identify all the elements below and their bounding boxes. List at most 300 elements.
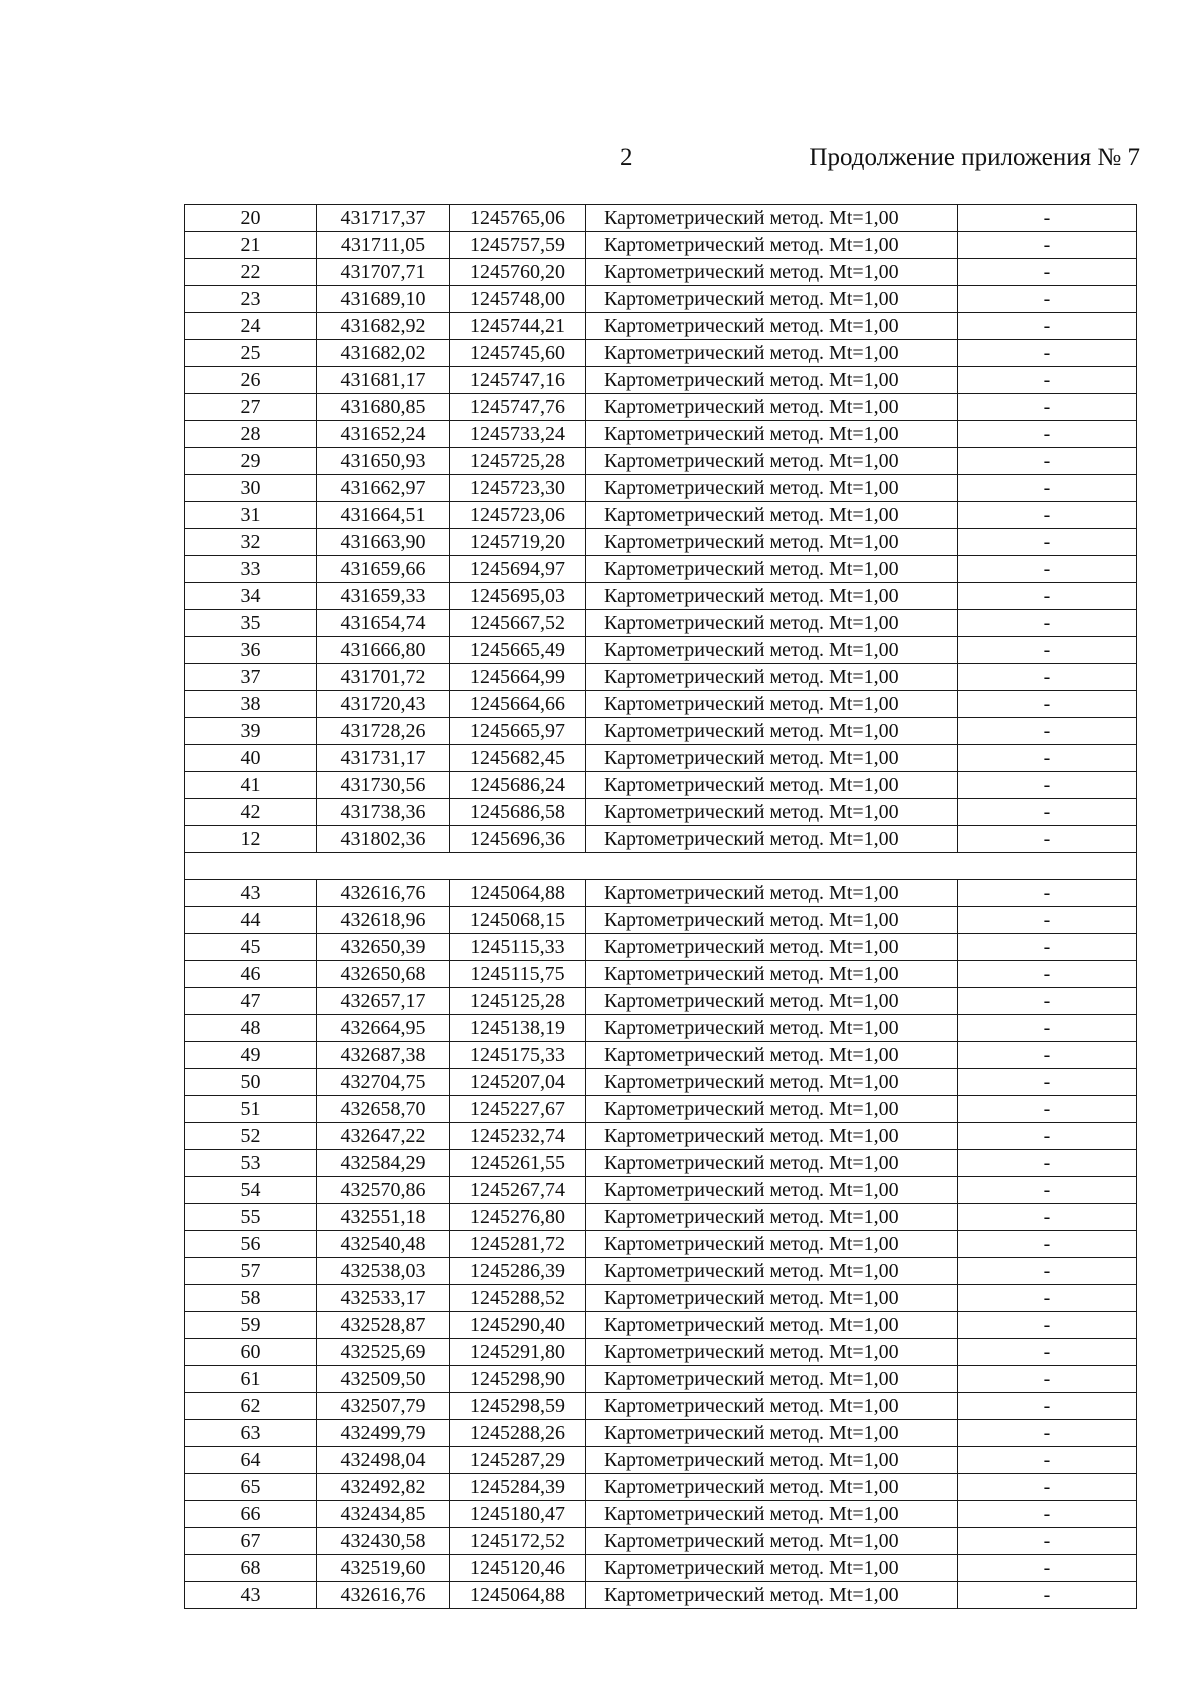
point-number-cell: 60 — [185, 1339, 317, 1366]
note-cell: - — [958, 907, 1137, 934]
method-cell: Картометрический метод. Mt=1,00 — [586, 313, 958, 340]
y-coordinate-cell: 1245719,20 — [450, 529, 586, 556]
note-cell: - — [958, 475, 1137, 502]
point-number-cell: 22 — [185, 259, 317, 286]
note-cell: - — [958, 286, 1137, 313]
x-coordinate-cell: 432650,39 — [317, 934, 450, 961]
note-cell: - — [958, 556, 1137, 583]
y-coordinate-cell: 1245064,88 — [450, 880, 586, 907]
point-number-cell: 54 — [185, 1177, 317, 1204]
note-cell: - — [958, 313, 1137, 340]
point-number-cell: 43 — [185, 1582, 317, 1609]
y-coordinate-cell: 1245747,76 — [450, 394, 586, 421]
table-row — [185, 637, 1137, 664]
y-coordinate-cell: 1245723,06 — [450, 502, 586, 529]
method-cell: Картометрический метод. Mt=1,00 — [586, 394, 958, 421]
method-cell: Картометрический метод. Mt=1,00 — [586, 232, 958, 259]
method-cell: Картометрический метод. Mt=1,00 — [586, 1312, 958, 1339]
x-coordinate-cell: 431680,85 — [317, 394, 450, 421]
method-cell: Картометрический метод. Mt=1,00 — [586, 1582, 958, 1609]
y-coordinate-cell: 1245757,59 — [450, 232, 586, 259]
note-cell: - — [958, 259, 1137, 286]
x-coordinate-cell: 432618,96 — [317, 907, 450, 934]
table-row — [185, 313, 1137, 340]
method-cell: Картометрический метод. Mt=1,00 — [586, 421, 958, 448]
point-number-cell: 64 — [185, 1447, 317, 1474]
x-coordinate-cell: 432570,86 — [317, 1177, 450, 1204]
note-cell: - — [958, 718, 1137, 745]
x-coordinate-cell: 432430,58 — [317, 1528, 450, 1555]
note-cell: - — [958, 772, 1137, 799]
note-cell: - — [958, 340, 1137, 367]
table-row — [185, 1258, 1137, 1285]
coordinates-table — [184, 204, 1137, 1609]
note-cell: - — [958, 1204, 1137, 1231]
table-row — [185, 502, 1137, 529]
x-coordinate-cell: 432540,48 — [317, 1231, 450, 1258]
x-coordinate-cell: 431720,43 — [317, 691, 450, 718]
point-number-cell: 37 — [185, 664, 317, 691]
y-coordinate-cell: 1245115,75 — [450, 961, 586, 988]
table-row — [185, 718, 1137, 745]
note-cell: - — [958, 1501, 1137, 1528]
y-coordinate-cell: 1245723,30 — [450, 475, 586, 502]
y-coordinate-cell: 1245664,66 — [450, 691, 586, 718]
y-coordinate-cell: 1245765,06 — [450, 205, 586, 232]
x-coordinate-cell: 431659,33 — [317, 583, 450, 610]
x-coordinate-cell: 431728,26 — [317, 718, 450, 745]
note-cell: - — [958, 1150, 1137, 1177]
point-number-cell: 27 — [185, 394, 317, 421]
table-row — [185, 205, 1137, 232]
y-coordinate-cell: 1245267,74 — [450, 1177, 586, 1204]
method-cell: Картометрический метод. Mt=1,00 — [586, 259, 958, 286]
method-cell: Картометрический метод. Mt=1,00 — [586, 1420, 958, 1447]
table-row — [185, 394, 1137, 421]
note-cell: - — [958, 988, 1137, 1015]
method-cell: Картометрический метод. Mt=1,00 — [586, 988, 958, 1015]
x-coordinate-cell: 431738,36 — [317, 799, 450, 826]
y-coordinate-cell: 1245745,60 — [450, 340, 586, 367]
y-coordinate-cell: 1245207,04 — [450, 1069, 586, 1096]
y-coordinate-cell: 1245665,97 — [450, 718, 586, 745]
point-number-cell: 43 — [185, 880, 317, 907]
point-number-cell: 53 — [185, 1150, 317, 1177]
point-number-cell: 59 — [185, 1312, 317, 1339]
method-cell: Картометрический метод. Mt=1,00 — [586, 1069, 958, 1096]
note-cell: - — [958, 1339, 1137, 1366]
x-coordinate-cell: 432509,50 — [317, 1366, 450, 1393]
table-row — [185, 934, 1137, 961]
note-cell: - — [958, 1447, 1137, 1474]
note-cell: - — [958, 880, 1137, 907]
x-coordinate-cell: 432499,79 — [317, 1420, 450, 1447]
point-number-cell: 57 — [185, 1258, 317, 1285]
method-cell: Картометрический метод. Mt=1,00 — [586, 1042, 958, 1069]
table-row — [185, 799, 1137, 826]
y-coordinate-cell: 1245695,03 — [450, 583, 586, 610]
method-cell: Картометрический метод. Mt=1,00 — [586, 934, 958, 961]
table-row — [185, 1042, 1137, 1069]
x-coordinate-cell: 431701,72 — [317, 664, 450, 691]
table-row — [185, 1474, 1137, 1501]
note-cell: - — [958, 1420, 1137, 1447]
method-cell: Картометрический метод. Mt=1,00 — [586, 1339, 958, 1366]
x-coordinate-cell: 432647,22 — [317, 1123, 450, 1150]
point-number-cell: 28 — [185, 421, 317, 448]
method-cell: Картометрический метод. Mt=1,00 — [586, 907, 958, 934]
x-coordinate-cell: 431662,97 — [317, 475, 450, 502]
y-coordinate-cell: 1245725,28 — [450, 448, 586, 475]
note-cell: - — [958, 1285, 1137, 1312]
contour-separator-row — [185, 853, 1137, 880]
note-cell: - — [958, 961, 1137, 988]
y-coordinate-cell: 1245288,52 — [450, 1285, 586, 1312]
table-row — [185, 1366, 1137, 1393]
table-row — [185, 1015, 1137, 1042]
table-row — [185, 1555, 1137, 1582]
y-coordinate-cell: 1245696,36 — [450, 826, 586, 853]
x-coordinate-cell: 432657,17 — [317, 988, 450, 1015]
method-cell: Картометрический метод. Mt=1,00 — [586, 799, 958, 826]
x-coordinate-cell: 431663,90 — [317, 529, 450, 556]
y-coordinate-cell: 1245694,97 — [450, 556, 586, 583]
table-row — [185, 772, 1137, 799]
point-number-cell: 21 — [185, 232, 317, 259]
y-coordinate-cell: 1245064,88 — [450, 1582, 586, 1609]
note-cell: - — [958, 367, 1137, 394]
method-cell: Картометрический метод. Mt=1,00 — [586, 1474, 958, 1501]
y-coordinate-cell: 1245747,16 — [450, 367, 586, 394]
table-row — [185, 826, 1137, 853]
point-number-cell: 29 — [185, 448, 317, 475]
point-number-cell: 68 — [185, 1555, 317, 1582]
x-coordinate-cell: 431711,05 — [317, 232, 450, 259]
y-coordinate-cell: 1245115,33 — [450, 934, 586, 961]
note-cell: - — [958, 232, 1137, 259]
table-row — [185, 1501, 1137, 1528]
note-cell: - — [958, 637, 1137, 664]
method-cell: Картометрический метод. Mt=1,00 — [586, 826, 958, 853]
point-number-cell: 38 — [185, 691, 317, 718]
point-number-cell: 46 — [185, 961, 317, 988]
x-coordinate-cell: 432551,18 — [317, 1204, 450, 1231]
table-row — [185, 1447, 1137, 1474]
point-number-cell: 52 — [185, 1123, 317, 1150]
y-coordinate-cell: 1245175,33 — [450, 1042, 586, 1069]
method-cell: Картометрический метод. Mt=1,00 — [586, 1366, 958, 1393]
table-row — [185, 475, 1137, 502]
y-coordinate-cell: 1245298,59 — [450, 1393, 586, 1420]
x-coordinate-cell: 432525,69 — [317, 1339, 450, 1366]
x-coordinate-cell: 432498,04 — [317, 1447, 450, 1474]
method-cell: Картометрический метод. Mt=1,00 — [586, 664, 958, 691]
point-number-cell: 30 — [185, 475, 317, 502]
table-row — [185, 1231, 1137, 1258]
note-cell: - — [958, 421, 1137, 448]
method-cell: Картометрический метод. Mt=1,00 — [586, 1258, 958, 1285]
table-row — [185, 1150, 1137, 1177]
note-cell: - — [958, 1177, 1137, 1204]
table-row — [185, 1528, 1137, 1555]
x-coordinate-cell: 431652,24 — [317, 421, 450, 448]
x-coordinate-cell: 431689,10 — [317, 286, 450, 313]
y-coordinate-cell: 1245138,19 — [450, 1015, 586, 1042]
method-cell: Картометрический метод. Mt=1,00 — [586, 1501, 958, 1528]
point-number-cell: 49 — [185, 1042, 317, 1069]
y-coordinate-cell: 1245284,39 — [450, 1474, 586, 1501]
method-cell: Картометрический метод. Mt=1,00 — [586, 1555, 958, 1582]
point-number-cell: 36 — [185, 637, 317, 664]
table-row — [185, 1177, 1137, 1204]
point-number-cell: 12 — [185, 826, 317, 853]
x-coordinate-cell: 431664,51 — [317, 502, 450, 529]
y-coordinate-cell: 1245760,20 — [450, 259, 586, 286]
note-cell: - — [958, 448, 1137, 475]
y-coordinate-cell: 1245291,80 — [450, 1339, 586, 1366]
point-number-cell: 50 — [185, 1069, 317, 1096]
point-number-cell: 45 — [185, 934, 317, 961]
page-caption: Продолжение приложения № 7 — [809, 144, 1140, 171]
point-number-cell: 40 — [185, 745, 317, 772]
point-number-cell: 56 — [185, 1231, 317, 1258]
y-coordinate-cell: 1245120,46 — [450, 1555, 586, 1582]
table-row — [185, 286, 1137, 313]
note-cell: - — [958, 1015, 1137, 1042]
x-coordinate-cell: 432664,95 — [317, 1015, 450, 1042]
note-cell: - — [958, 1474, 1137, 1501]
y-coordinate-cell: 1245276,80 — [450, 1204, 586, 1231]
method-cell: Картометрический метод. Mt=1,00 — [586, 556, 958, 583]
note-cell: - — [958, 799, 1137, 826]
x-coordinate-cell: 431731,17 — [317, 745, 450, 772]
x-coordinate-cell: 432658,70 — [317, 1096, 450, 1123]
point-number-cell: 33 — [185, 556, 317, 583]
method-cell: Картометрический метод. Mt=1,00 — [586, 1150, 958, 1177]
x-coordinate-cell: 432687,38 — [317, 1042, 450, 1069]
table-row — [185, 1393, 1137, 1420]
x-coordinate-cell: 432519,60 — [317, 1555, 450, 1582]
x-coordinate-cell: 432616,76 — [317, 1582, 450, 1609]
x-coordinate-cell: 432492,82 — [317, 1474, 450, 1501]
x-coordinate-cell: 431730,56 — [317, 772, 450, 799]
point-number-cell: 23 — [185, 286, 317, 313]
note-cell: - — [958, 1528, 1137, 1555]
note-cell: - — [958, 1555, 1137, 1582]
y-coordinate-cell: 1245664,99 — [450, 664, 586, 691]
y-coordinate-cell: 1245287,29 — [450, 1447, 586, 1474]
x-coordinate-cell: 431682,92 — [317, 313, 450, 340]
method-cell: Картометрический метод. Mt=1,00 — [586, 1015, 958, 1042]
contour-separator-cell — [185, 853, 1137, 880]
note-cell: - — [958, 691, 1137, 718]
table-row — [185, 1312, 1137, 1339]
point-number-cell: 42 — [185, 799, 317, 826]
table-row — [185, 1339, 1137, 1366]
page-number: 2 — [620, 144, 633, 171]
y-coordinate-cell: 1245686,24 — [450, 772, 586, 799]
point-number-cell: 62 — [185, 1393, 317, 1420]
x-coordinate-cell: 432616,76 — [317, 880, 450, 907]
method-cell: Картометрический метод. Mt=1,00 — [586, 1123, 958, 1150]
method-cell: Картометрический метод. Mt=1,00 — [586, 1231, 958, 1258]
point-number-cell: 55 — [185, 1204, 317, 1231]
table-row — [185, 1582, 1137, 1609]
table-row — [185, 583, 1137, 610]
y-coordinate-cell: 1245744,21 — [450, 313, 586, 340]
point-number-cell: 41 — [185, 772, 317, 799]
x-coordinate-cell: 431682,02 — [317, 340, 450, 367]
x-coordinate-cell: 431707,71 — [317, 259, 450, 286]
point-number-cell: 32 — [185, 529, 317, 556]
method-cell: Картометрический метод. Mt=1,00 — [586, 1204, 958, 1231]
table-row — [185, 529, 1137, 556]
method-cell: Картометрический метод. Mt=1,00 — [586, 1096, 958, 1123]
method-cell: Картометрический метод. Mt=1,00 — [586, 286, 958, 313]
point-number-cell: 61 — [185, 1366, 317, 1393]
point-number-cell: 24 — [185, 313, 317, 340]
table-row — [185, 610, 1137, 637]
method-cell: Картометрический метод. Mt=1,00 — [586, 718, 958, 745]
method-cell: Картометрический метод. Mt=1,00 — [586, 1285, 958, 1312]
point-number-cell: 51 — [185, 1096, 317, 1123]
method-cell: Картометрический метод. Mt=1,00 — [586, 772, 958, 799]
table-row — [185, 421, 1137, 448]
x-coordinate-cell: 431650,93 — [317, 448, 450, 475]
point-number-cell: 31 — [185, 502, 317, 529]
y-coordinate-cell: 1245298,90 — [450, 1366, 586, 1393]
table-row — [185, 259, 1137, 286]
note-cell: - — [958, 1042, 1137, 1069]
x-coordinate-cell: 432704,75 — [317, 1069, 450, 1096]
y-coordinate-cell: 1245682,45 — [450, 745, 586, 772]
note-cell: - — [958, 826, 1137, 853]
y-coordinate-cell: 1245286,39 — [450, 1258, 586, 1285]
note-cell: - — [958, 1231, 1137, 1258]
table-row — [185, 988, 1137, 1015]
note-cell: - — [958, 1069, 1137, 1096]
x-coordinate-cell: 432538,03 — [317, 1258, 450, 1285]
method-cell: Картометрический метод. Mt=1,00 — [586, 367, 958, 394]
coordinates-table-body — [185, 205, 1137, 1609]
note-cell: - — [958, 502, 1137, 529]
method-cell: Картометрический метод. Mt=1,00 — [586, 475, 958, 502]
table-row — [185, 448, 1137, 475]
point-number-cell: 67 — [185, 1528, 317, 1555]
method-cell: Картометрический метод. Mt=1,00 — [586, 1393, 958, 1420]
point-number-cell: 20 — [185, 205, 317, 232]
point-number-cell: 63 — [185, 1420, 317, 1447]
method-cell: Картометрический метод. Mt=1,00 — [586, 637, 958, 664]
x-coordinate-cell: 432528,87 — [317, 1312, 450, 1339]
method-cell: Картометрический метод. Mt=1,00 — [586, 583, 958, 610]
y-coordinate-cell: 1245733,24 — [450, 421, 586, 448]
note-cell: - — [958, 1123, 1137, 1150]
point-number-cell: 66 — [185, 1501, 317, 1528]
x-coordinate-cell: 431681,17 — [317, 367, 450, 394]
y-coordinate-cell: 1245232,74 — [450, 1123, 586, 1150]
y-coordinate-cell: 1245172,52 — [450, 1528, 586, 1555]
y-coordinate-cell: 1245288,26 — [450, 1420, 586, 1447]
point-number-cell: 35 — [185, 610, 317, 637]
point-number-cell: 44 — [185, 907, 317, 934]
note-cell: - — [958, 529, 1137, 556]
note-cell: - — [958, 1582, 1137, 1609]
method-cell: Картометрический метод. Mt=1,00 — [586, 880, 958, 907]
x-coordinate-cell: 431666,80 — [317, 637, 450, 664]
note-cell: - — [958, 1096, 1137, 1123]
x-coordinate-cell: 431717,37 — [317, 205, 450, 232]
y-coordinate-cell: 1245686,58 — [450, 799, 586, 826]
note-cell: - — [958, 394, 1137, 421]
table-row — [185, 1096, 1137, 1123]
note-cell: - — [958, 745, 1137, 772]
y-coordinate-cell: 1245290,40 — [450, 1312, 586, 1339]
x-coordinate-cell: 431802,36 — [317, 826, 450, 853]
note-cell: - — [958, 583, 1137, 610]
y-coordinate-cell: 1245068,15 — [450, 907, 586, 934]
note-cell: - — [958, 1312, 1137, 1339]
table-row — [185, 691, 1137, 718]
table-row — [185, 232, 1137, 259]
y-coordinate-cell: 1245261,55 — [450, 1150, 586, 1177]
x-coordinate-cell: 432650,68 — [317, 961, 450, 988]
x-coordinate-cell: 432533,17 — [317, 1285, 450, 1312]
method-cell: Картометрический метод. Mt=1,00 — [586, 961, 958, 988]
point-number-cell: 48 — [185, 1015, 317, 1042]
table-row — [185, 1069, 1137, 1096]
x-coordinate-cell: 432434,85 — [317, 1501, 450, 1528]
method-cell: Картометрический метод. Mt=1,00 — [586, 502, 958, 529]
note-cell: - — [958, 664, 1137, 691]
note-cell: - — [958, 1258, 1137, 1285]
y-coordinate-cell: 1245667,52 — [450, 610, 586, 637]
table-row — [185, 340, 1137, 367]
note-cell: - — [958, 1366, 1137, 1393]
note-cell: - — [958, 1393, 1137, 1420]
method-cell: Картометрический метод. Mt=1,00 — [586, 1177, 958, 1204]
y-coordinate-cell: 1245665,49 — [450, 637, 586, 664]
table-row — [185, 961, 1137, 988]
table-row — [185, 556, 1137, 583]
method-cell: Картометрический метод. Mt=1,00 — [586, 1447, 958, 1474]
y-coordinate-cell: 1245281,72 — [450, 1231, 586, 1258]
note-cell: - — [958, 610, 1137, 637]
method-cell: Картометрический метод. Mt=1,00 — [586, 610, 958, 637]
point-number-cell: 25 — [185, 340, 317, 367]
point-number-cell: 47 — [185, 988, 317, 1015]
method-cell: Картометрический метод. Mt=1,00 — [586, 529, 958, 556]
table-row — [185, 664, 1137, 691]
x-coordinate-cell: 431659,66 — [317, 556, 450, 583]
table-row — [185, 367, 1137, 394]
table-row — [185, 1123, 1137, 1150]
method-cell: Картометрический метод. Mt=1,00 — [586, 448, 958, 475]
note-cell: - — [958, 205, 1137, 232]
point-number-cell: 26 — [185, 367, 317, 394]
y-coordinate-cell: 1245180,47 — [450, 1501, 586, 1528]
table-row — [185, 907, 1137, 934]
x-coordinate-cell: 432507,79 — [317, 1393, 450, 1420]
point-number-cell: 39 — [185, 718, 317, 745]
method-cell: Картометрический метод. Mt=1,00 — [586, 205, 958, 232]
point-number-cell: 34 — [185, 583, 317, 610]
note-cell: - — [958, 934, 1137, 961]
y-coordinate-cell: 1245227,67 — [450, 1096, 586, 1123]
y-coordinate-cell: 1245748,00 — [450, 286, 586, 313]
method-cell: Картометрический метод. Mt=1,00 — [586, 745, 958, 772]
method-cell: Картометрический метод. Mt=1,00 — [586, 1528, 958, 1555]
